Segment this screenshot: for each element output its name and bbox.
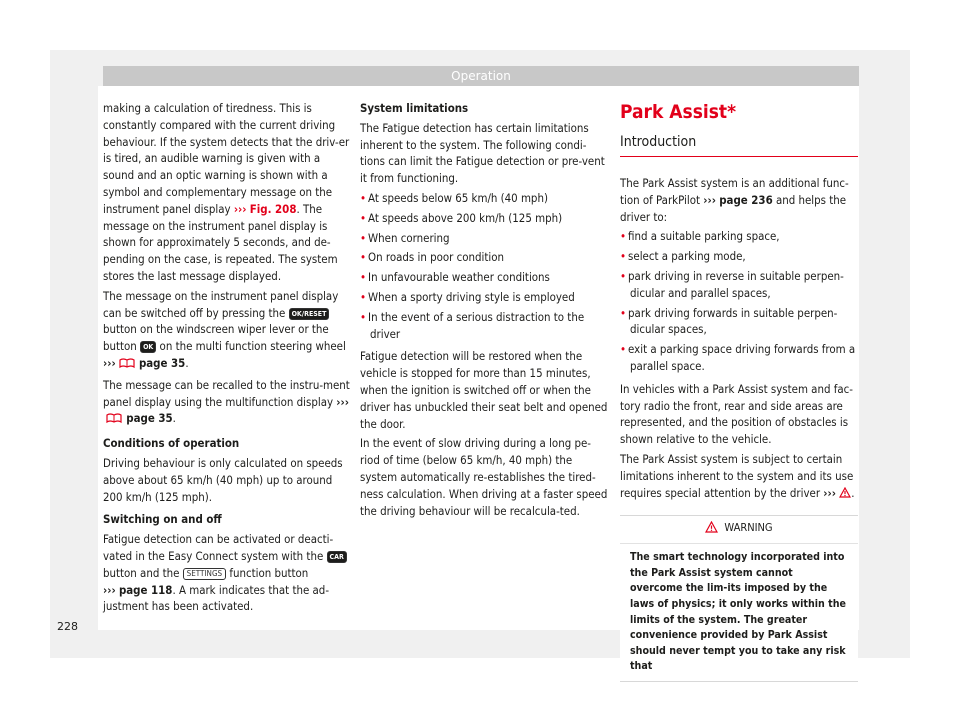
text: On roads in poor condition <box>368 250 504 265</box>
warning-label: WARNING <box>724 521 773 535</box>
chevron-icon: ››› <box>103 582 116 597</box>
bullet-icon: • <box>620 229 627 244</box>
column-left <box>103 100 353 618</box>
book-page-icon <box>118 357 136 374</box>
paragraph-tiredness <box>103 100 353 285</box>
book-page-icon <box>105 412 123 429</box>
section-subtitle: Introduction <box>620 132 858 157</box>
ok-key: OK <box>140 341 156 353</box>
column-right <box>620 100 858 682</box>
paragraph-radio: In vehicles with a Park Assist system and fac-tory radio the front, rear and side areas are represented, and the position of obstacles is shown relative to the vehicle. <box>620 381 853 447</box>
heading-switching: Switching on and off <box>103 512 222 527</box>
text: making a calculation of tiredness. This is constantly compared with the current driving behaviour. If the system detects that the driv-er is tired, an audible warning is given with a sound and an optic warning is shown with a symbol and complementary message on the instrument panel display <box>103 101 350 216</box>
paragraph-recall: The message can be recalled to the instru-ment panel display using the multifunction display ››› page 35. <box>103 377 353 429</box>
paragraph-intro <box>620 175 858 225</box>
section-title: Park Assist* <box>620 101 737 123</box>
page-ref-link[interactable]: page 236 <box>719 192 773 207</box>
paragraph-switch-off: The message on the instrument panel display can be switched off by pressing the OK/RESET button on the windscreen wiper lever or the button OK on the multi function steering wheel ››› page 35. <box>103 288 353 374</box>
text: on the multi function steering wheel <box>156 339 346 354</box>
list-item <box>620 228 858 245</box>
bullet-icon: • <box>620 342 627 357</box>
bullet-icon: • <box>360 250 367 265</box>
chevron-icon: ››› <box>703 192 716 207</box>
paragraph-limits: The Park Assist system is subject to certain limitations inherent to the system and its use requires special attention by the driver ››› . <box>620 451 855 500</box>
chevron-icon: ››› <box>823 485 836 500</box>
figure-link[interactable]: Fig. 208 <box>249 201 297 216</box>
text: find a suitable parking space, <box>628 229 780 244</box>
text: The Park Assist system is subject to certain limitations inherent to the system and its use requires special attention by the driver <box>620 451 854 500</box>
list-item <box>620 341 858 375</box>
features-list <box>620 228 858 374</box>
chevron-icon: ››› <box>103 355 116 370</box>
warning-box <box>620 515 858 682</box>
warning-header <box>620 516 858 544</box>
car-key: CAR <box>327 551 347 563</box>
text: At speeds above 200 km/h (125 mph) <box>368 210 563 225</box>
text: select a parking mode, <box>628 249 746 264</box>
ok-reset-key: OK/RESET <box>289 308 330 320</box>
list-item <box>360 190 608 207</box>
bullet-icon: • <box>620 268 627 283</box>
text: At speeds below 65 km/h (40 mph) <box>368 190 548 205</box>
bullet-icon: • <box>620 249 627 264</box>
list-item <box>360 230 608 247</box>
list-item <box>620 305 858 339</box>
heading-conditions: Conditions of operation <box>103 436 240 451</box>
heading-limitations: System limitations <box>360 101 469 115</box>
list-item <box>360 249 608 266</box>
list-item <box>360 309 608 343</box>
text: When a sporty driving style is employed <box>368 289 575 304</box>
text: Fatigue detection can be activated or deacti-vated in the Easy Connect system with the <box>103 532 334 563</box>
paragraph-conditions: Driving behaviour is only calculated on speeds above about 65 km/h (40 mph) up to around 200 km/h (125 mph). <box>103 455 343 504</box>
text: . The message on the instrument panel display is shown for approximately 5 seconds, and de-pending on the case, is repeated. The system stores the last message displayed. <box>103 201 338 283</box>
bullet-icon: • <box>360 270 367 285</box>
text: function button <box>226 565 309 580</box>
page-number: 228 <box>57 620 78 633</box>
text: In unfavourable weather conditions <box>368 270 550 285</box>
chevron-icon: ››› <box>336 394 349 409</box>
list-item <box>360 289 608 306</box>
text: The Park Assist system is an additional func-tion of ParkPilot <box>620 176 849 207</box>
bullet-icon: • <box>360 210 367 225</box>
column-middle <box>360 100 608 522</box>
text: park driving forwards in suitable perpen-dicular spaces, <box>628 305 838 337</box>
text: button and the <box>103 565 183 580</box>
paragraph-limitations: The Fatigue detection has certain limitations inherent to the system. The following condi-tions can limit the Fatigue detection or pre-vent it from functioning. <box>360 120 605 186</box>
warning-text: The smart technology incorporated into the Park Assist system cannot overcome the lim-its imposed by the laws of physics; it only works within the limits of the system. The greater convenience provided by Park Assist should never tempt you to take any risk that <box>630 551 846 673</box>
list-item <box>620 248 858 265</box>
text: In the event of a serious distraction to the driver <box>368 309 585 341</box>
section-header: Operation <box>103 66 859 86</box>
paragraph-switching <box>103 531 353 615</box>
bullet-icon: • <box>620 305 627 320</box>
chevron-icon: ››› <box>233 201 247 216</box>
text: . A mark indicates that the ad-justment has been activated. <box>103 582 330 614</box>
bullet-icon: • <box>360 289 367 304</box>
page-ref-link[interactable]: page 35 <box>138 355 186 370</box>
page-ref-link[interactable]: page 35 <box>126 411 173 426</box>
warning-triangle-icon <box>839 486 851 500</box>
list-item <box>360 210 608 227</box>
paragraph-restore: Fatigue detection will be restored when the vehicle is stopped for more than 15 minutes, when the ignition is switched off or when the driver has unbuckled their seat belt and opened the door. <box>360 349 608 431</box>
text: When cornering <box>368 230 450 245</box>
paragraph-slow-driving: In the event of slow driving during a long pe-riod of time (below 65 km/h, 40 mph) the system automatically re-establishes the tired-ness calculation. When driving at a faster speed the driving behaviour will be recalcula-ted. <box>360 436 608 518</box>
text: and helps the driver to: <box>620 192 847 224</box>
text: The message on the instrument panel display can be switched off by pressing the <box>103 288 339 320</box>
bullet-icon: • <box>360 309 367 324</box>
text: button on the windscreen wiper lever or the button <box>103 322 329 354</box>
bullet-icon: • <box>360 190 367 205</box>
limitations-list <box>360 190 608 342</box>
list-item <box>620 268 858 302</box>
text: exit a parking space driving forwards from a parallel space. <box>628 342 856 373</box>
list-item <box>360 269 608 286</box>
warning-triangle-icon <box>705 521 718 539</box>
text: The message can be recalled to the instru-ment panel display using the multifunction display <box>103 377 350 409</box>
settings-key: SETTINGS <box>183 568 226 580</box>
bullet-icon: • <box>360 230 367 245</box>
text: park driving in reverse in suitable perpen-dicular and parallel spaces, <box>628 268 844 300</box>
page-ref-link[interactable]: page 118 <box>118 582 173 597</box>
